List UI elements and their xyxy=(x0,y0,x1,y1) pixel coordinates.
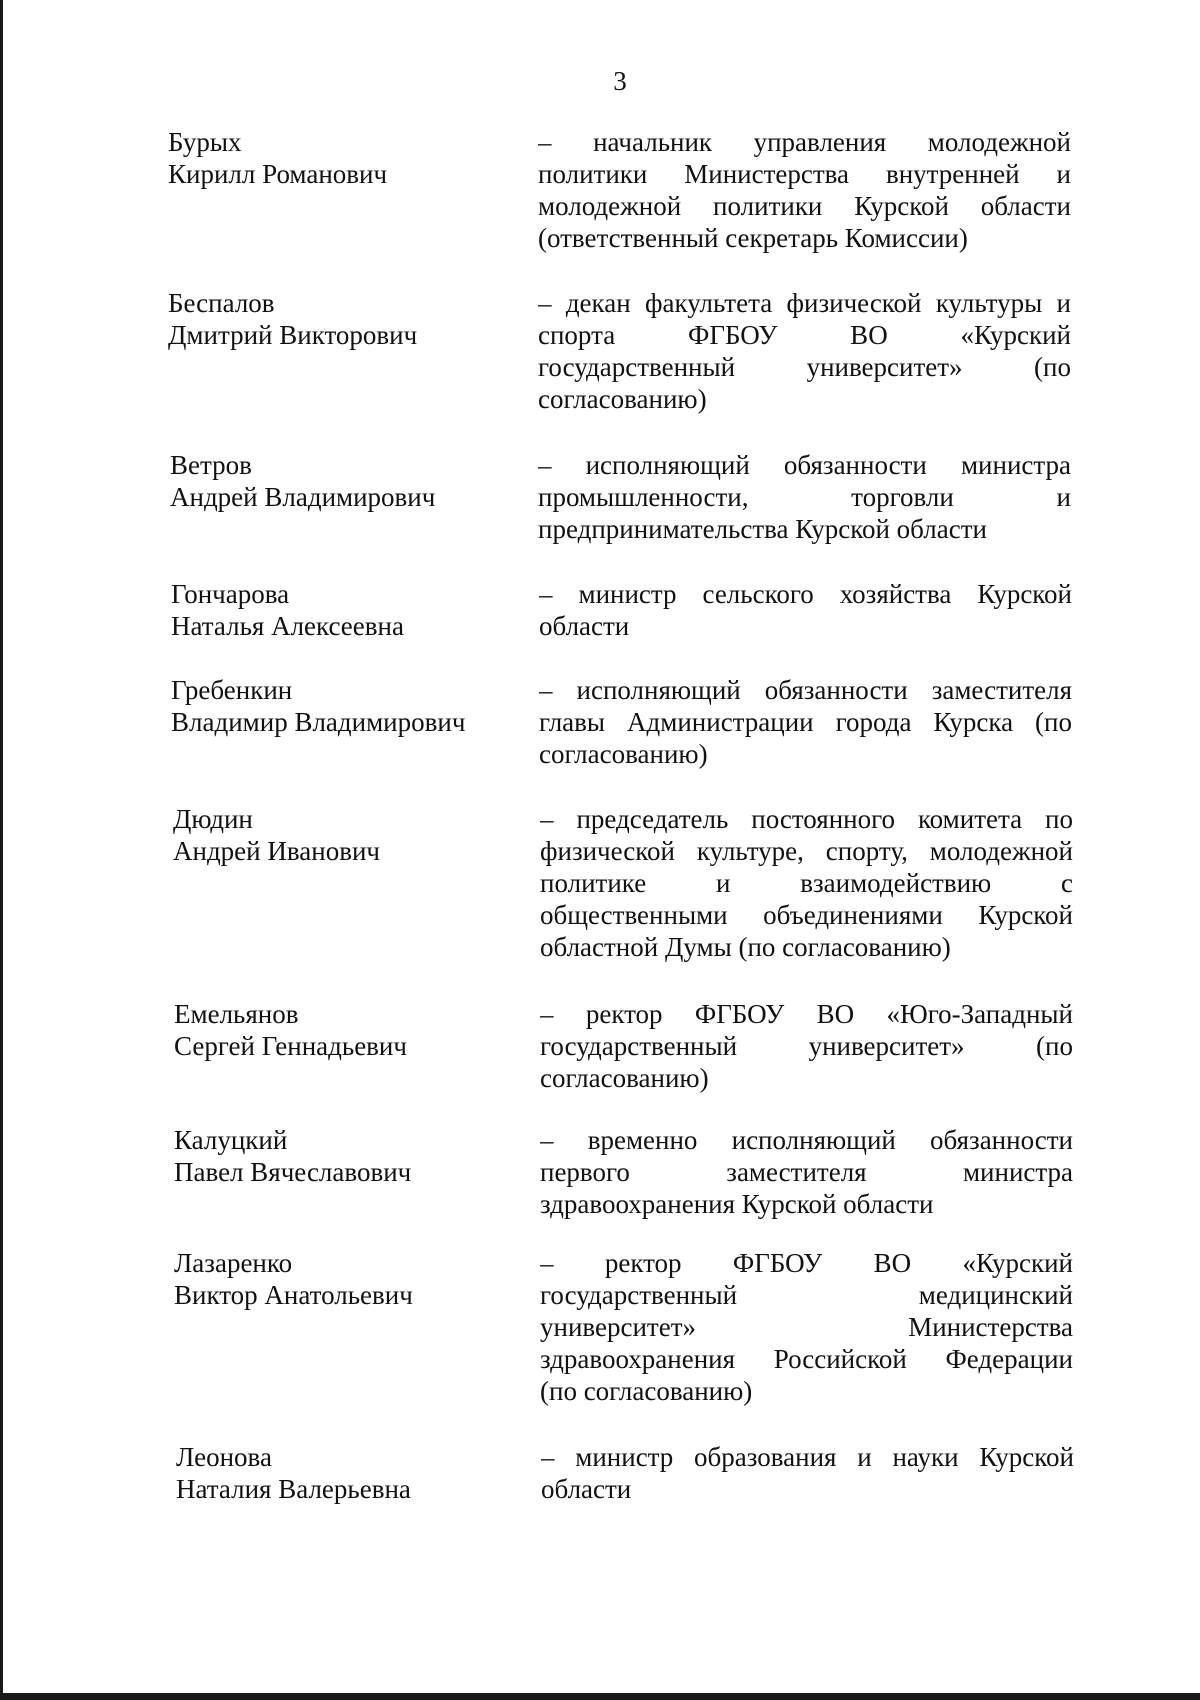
role-line-text: предпринимательства Курской области xyxy=(538,514,987,544)
role-line-text: государственный медицинский xyxy=(540,1280,1073,1310)
role-line xyxy=(539,610,1072,642)
role-line xyxy=(540,1156,1073,1188)
role-line xyxy=(538,449,1071,481)
role-line-text: общественными объединениями Курской xyxy=(540,900,1073,930)
role-line xyxy=(540,931,1073,963)
role-line-text: согласованию) xyxy=(540,1063,709,1093)
role-line xyxy=(540,1247,1073,1279)
member-name xyxy=(170,449,510,513)
member-name xyxy=(173,803,513,867)
member-name xyxy=(176,1441,516,1505)
role-line xyxy=(540,1124,1073,1156)
scan-bottom-edge xyxy=(0,1693,1200,1700)
role-line-text: – декан факультета физической культуры и xyxy=(538,288,1071,318)
role-line-text: промышленности, торговли и xyxy=(538,482,1071,512)
role-line-text: – исполняющий обязанности министра xyxy=(538,450,1071,480)
member-given-names: Дмитрий Викторович xyxy=(168,320,418,350)
role-line xyxy=(540,835,1073,867)
role-line-text: физической культуре, спорту, молодежной xyxy=(540,836,1073,866)
member-name xyxy=(171,578,511,642)
role-line-text: – временно исполняющий обязанности xyxy=(540,1125,1073,1155)
member-name xyxy=(174,1247,514,1311)
role-line-text: – ректор ФГБОУ ВО «Юго-Западный xyxy=(540,999,1073,1029)
member-surname: Ветров xyxy=(170,450,252,480)
member-surname: Калуцкий xyxy=(174,1125,288,1155)
role-line xyxy=(540,998,1073,1030)
role-line-text: молодежной политики Курской области xyxy=(538,191,1071,221)
member-role xyxy=(540,1247,1073,1407)
member-given-names: Андрей Иванович xyxy=(173,836,380,866)
role-line xyxy=(538,190,1071,222)
role-line xyxy=(538,222,1071,254)
role-line xyxy=(540,1279,1073,1311)
member-role xyxy=(538,449,1071,545)
role-line-text: согласованию) xyxy=(539,739,708,769)
member-role xyxy=(541,1441,1074,1505)
role-line xyxy=(538,126,1071,158)
role-line-text: – министр сельского хозяйства Курской xyxy=(539,579,1072,609)
role-line xyxy=(540,1343,1073,1375)
member-surname: Емельянов xyxy=(174,999,299,1029)
page-number: 3 xyxy=(613,66,627,96)
member-name xyxy=(168,287,508,351)
role-line-text: государственный университет» (по xyxy=(540,1031,1073,1061)
member-role xyxy=(538,126,1071,254)
member-role xyxy=(539,578,1072,642)
role-line-text: политике и взаимодействию с xyxy=(540,868,1073,898)
role-line xyxy=(540,1375,1073,1407)
role-line-text: главы Администрации города Курска (по xyxy=(539,707,1072,737)
member-role xyxy=(540,998,1073,1094)
member-given-names: Виктор Анатольевич xyxy=(174,1280,413,1310)
role-line xyxy=(539,706,1072,738)
role-line-text: областной Думы (по согласованию) xyxy=(540,932,951,962)
role-line-text: – ректор ФГБОУ ВО «Курский xyxy=(540,1248,1073,1278)
role-line-text: согласованию) xyxy=(538,384,707,414)
role-line xyxy=(539,738,1072,770)
role-line xyxy=(538,158,1071,190)
role-line xyxy=(541,1441,1074,1473)
role-line xyxy=(538,481,1071,513)
role-line-text: университет» Министерства xyxy=(540,1312,1073,1342)
role-line xyxy=(538,383,1071,415)
role-line xyxy=(540,1062,1073,1094)
role-line xyxy=(540,803,1073,835)
member-surname: Леонова xyxy=(176,1442,272,1472)
member-surname: Бурых xyxy=(168,127,242,157)
member-given-names: Наталия Валерьевна xyxy=(176,1474,411,1504)
role-line-text: политики Министерства внутренней и xyxy=(538,159,1071,189)
role-line-text: здравоохранения Российской Федерации xyxy=(540,1344,1073,1374)
role-line-text: здравоохранения Курской области xyxy=(540,1189,934,1219)
role-line-text: – министр образования и науки Курской xyxy=(541,1442,1074,1472)
member-given-names: Владимир Владимирович xyxy=(171,707,466,737)
role-line xyxy=(540,1030,1073,1062)
role-line-text: области xyxy=(539,611,630,641)
member-role xyxy=(540,1124,1073,1220)
role-line-text: (по согласованию) xyxy=(540,1376,753,1406)
role-line-text: – начальник управления молодежной xyxy=(538,127,1071,157)
member-given-names: Кирилл Романович xyxy=(168,159,388,189)
member-given-names: Сергей Геннадьевич xyxy=(174,1031,407,1061)
role-line xyxy=(538,319,1071,351)
role-line xyxy=(538,513,1071,545)
member-name xyxy=(174,1124,514,1188)
member-given-names: Павел Вячеславович xyxy=(174,1157,412,1187)
role-line xyxy=(540,1188,1073,1220)
role-line-text: – исполняющий обязанности заместителя xyxy=(539,675,1072,705)
member-name xyxy=(168,126,508,190)
member-role xyxy=(539,674,1072,770)
member-name xyxy=(171,674,511,738)
role-line-text: государственный университет» (по xyxy=(538,352,1071,382)
member-surname: Лазаренко xyxy=(174,1248,293,1278)
member-surname: Гребенкин xyxy=(171,675,293,705)
member-given-names: Наталья Алексеевна xyxy=(171,611,404,641)
role-line xyxy=(538,351,1071,383)
role-line-text: первого заместителя министра xyxy=(540,1157,1073,1187)
member-surname: Беспалов xyxy=(168,288,275,318)
role-line xyxy=(540,867,1073,899)
member-surname: Дюдин xyxy=(173,804,253,834)
member-role xyxy=(540,803,1073,963)
member-role xyxy=(538,287,1071,415)
role-line xyxy=(540,1311,1073,1343)
role-line xyxy=(539,578,1072,610)
role-line xyxy=(540,899,1073,931)
member-given-names: Андрей Владимирович xyxy=(170,482,436,512)
member-surname: Гончарова xyxy=(171,579,290,609)
role-line xyxy=(541,1473,1074,1505)
role-line-text: – председатель постоянного комитета по xyxy=(540,804,1073,834)
scan-left-edge xyxy=(0,0,3,1700)
member-name xyxy=(174,998,514,1062)
role-line-text: (ответственный секретарь Комиссии) xyxy=(538,223,968,253)
role-line xyxy=(538,287,1071,319)
role-line xyxy=(539,674,1072,706)
role-line-text: области xyxy=(541,1474,632,1504)
role-line-text: спорта ФГБОУ ВО «Курский xyxy=(538,320,1071,350)
